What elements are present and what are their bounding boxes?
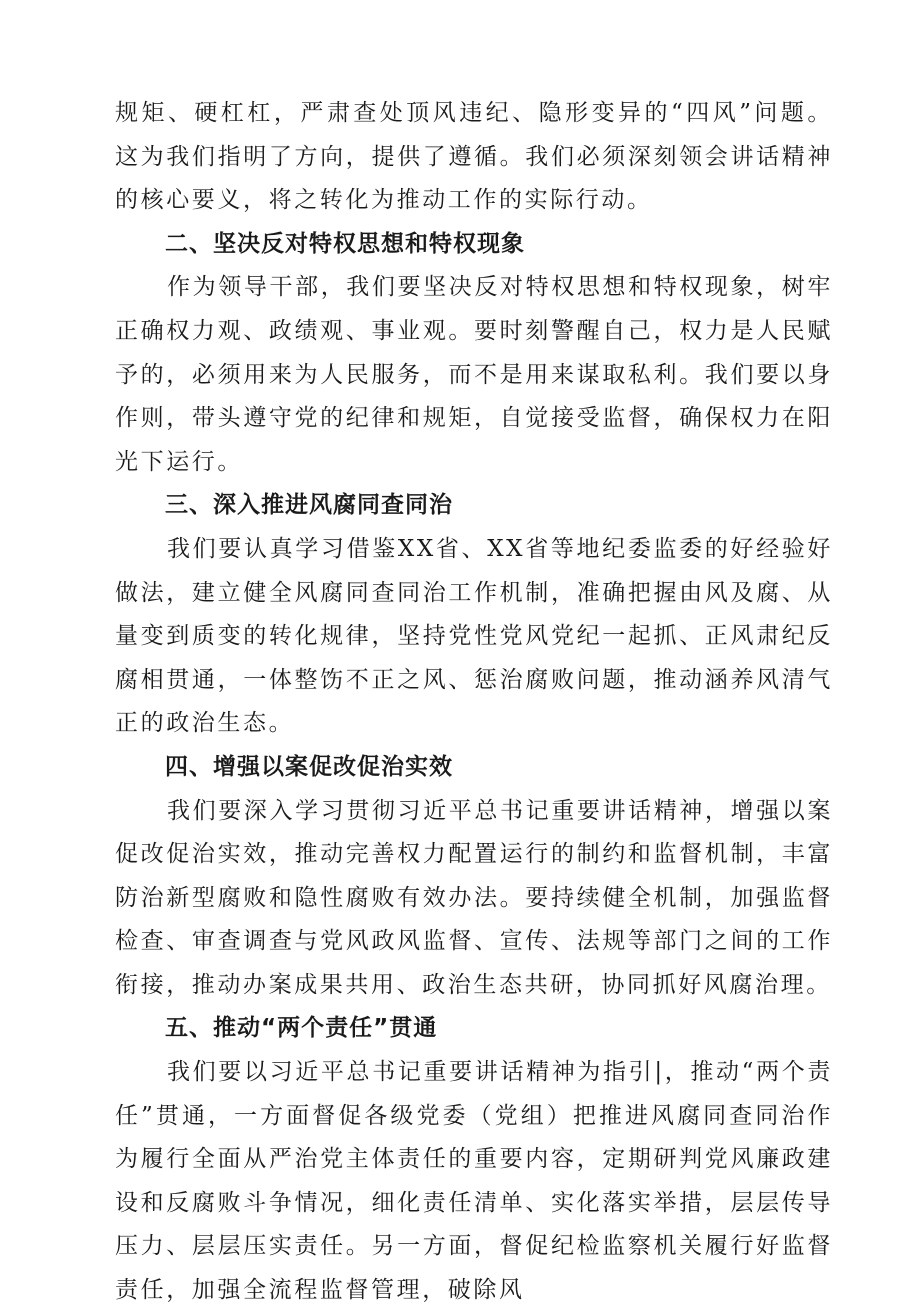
paragraph-section-4: 我们要深入学习贯彻习近平总书记重要讲话精神，增强以案促改促治实效，推动完善权力配置运行的制约和监督机制，丰富防治新型腐败和隐性腐败有效办法。要持续健全机制，加强监督检查、审查调查与党风政风监督、宣传、法规等部门之间的工作衔接，推动办案成果共用、政治生态共研，协同抓好风腐治理。 (115, 797, 833, 998)
paragraph-section-3: 我们要认真学习借鉴XX省、XX省等地纪委监委的好经验好做法，建立健全风腐同查同治工作机制，准确把握由风及腐、从量变到质变的转化规律，坚持党性党风党纪一起抓、正风肃纪反腐相贯通，一体整饬不正之风、惩治腐败问题，推动涵养风清气正的政治生态。 (115, 535, 833, 737)
heading-section-4: 四、增强以案促改促治实效 (165, 753, 453, 780)
paragraph-section-2: 作为领导干部，我们要坚决反对特权思想和特权现象，树牢正确权力观、政绩观、事业观。要时刻警醒自己，权力是人民赋予的，必须用来为人民服务，而不是用来谋取私利。我们要以身作则，带头遵守党的纪律和规矩，自觉接受监督，确保权力在阳光下运行。 (115, 274, 833, 475)
paragraph-intro-continued: 规矩、硬杠杠，严肃查处顶风违纪、隐形变异的“四风”问题。这为我们指明了方向，提供了遵循。我们必须深刻领会讲话精神的核心要义，将之转化为推动工作的实际行动。 (115, 100, 833, 214)
heading-section-3: 三、深入推进风腐同查同治 (165, 492, 453, 519)
paragraph-section-5: 我们要以习近平总书记重要讲话精神为指引|，推动“两个责任”贯通，一方面督促各级党委（党组）把推进风腐同查同治作为履行全面从严治党主体责任的重要内容，定期研判党风廉政建设和反腐败斗争情况，细化责任清单、实化落实举措，层层传导压力、层层压实责任。另一方面，督促纪检监察机关履行好监督责任，加强全流程监督管理，破除风 (115, 1059, 833, 1304)
heading-section-2: 二、坚决反对特权思想和特权现象 (165, 230, 525, 257)
document-page (115, 92, 833, 1313)
heading-section-5: 五、推动“两个责任”贯通 (165, 1015, 438, 1042)
